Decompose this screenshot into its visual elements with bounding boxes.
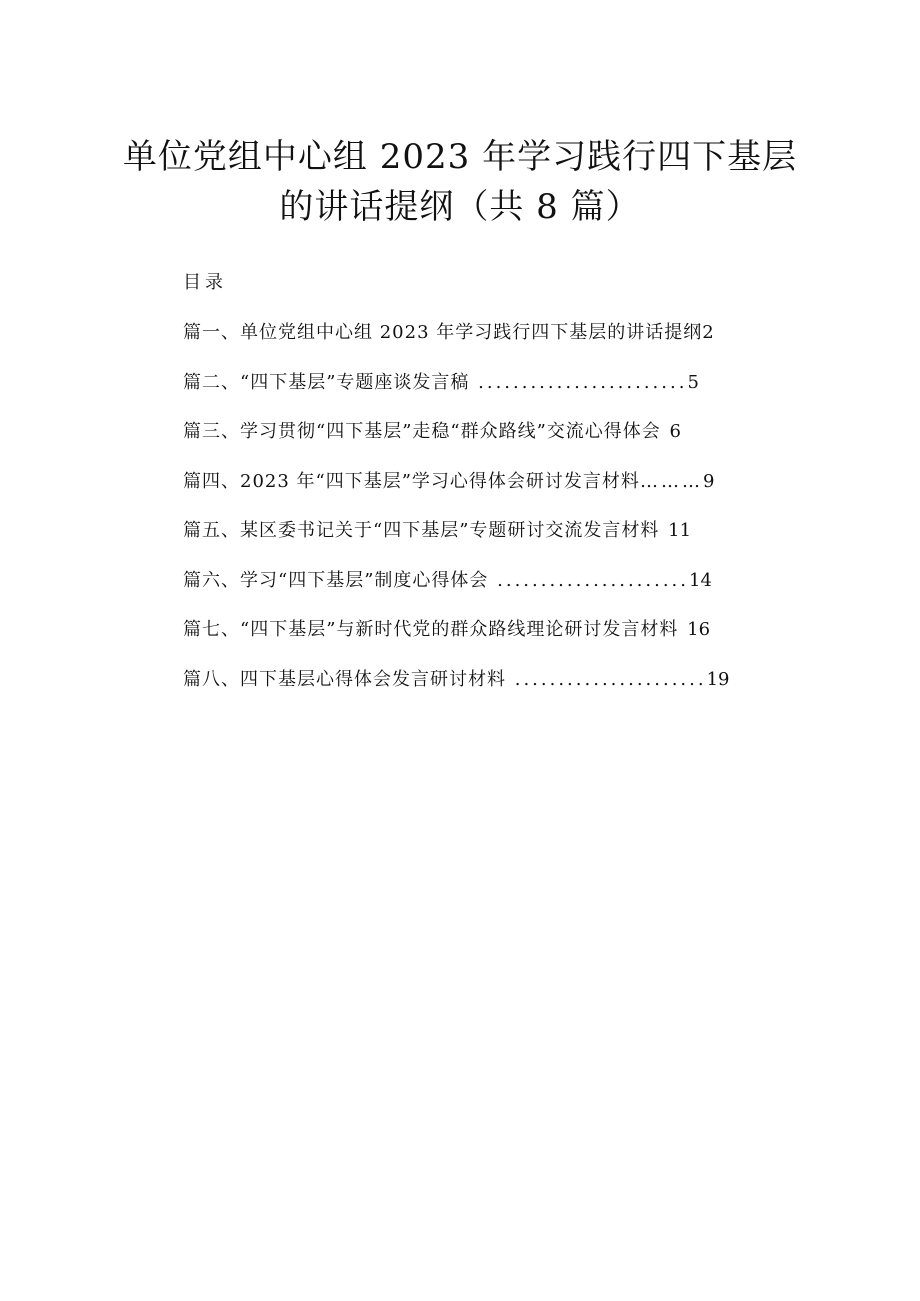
toc-entry-text: 篇七、“四下基层”与新时代党的群众路线理论研讨发言材料	[183, 619, 679, 640]
toc-heading: 目录	[183, 272, 227, 293]
toc-page-number: 16	[687, 619, 711, 640]
toc-page-number: 9	[702, 470, 715, 492]
toc-leader	[659, 520, 668, 541]
toc-item-6[interactable]	[183, 568, 783, 618]
toc-leader: ........................	[469, 371, 688, 393]
toc-page-number: 5	[687, 371, 699, 393]
toc-leader	[678, 619, 687, 640]
toc-leader: ......................	[506, 668, 707, 690]
toc-leader: ………	[639, 470, 703, 492]
document-title-line-2: 的讲话提纲（共 8 篇）	[279, 187, 641, 227]
table-of-contents	[183, 320, 783, 716]
toc-item-5[interactable]	[183, 518, 783, 568]
document-title-line-1: 单位党组中心组 2023 年学习践行四下基层	[122, 137, 798, 177]
toc-entry-text: 篇六、学习“四下基层”制度心得体会	[183, 569, 489, 591]
toc-entry-text: 篇二、“四下基层”专题座谈发言稿	[183, 371, 470, 393]
toc-leader	[661, 421, 670, 442]
toc-page-number: 2	[702, 322, 714, 343]
toc-entry-text: 篇五、某区委书记关于“四下基层”专题研讨交流发言材料	[183, 520, 660, 541]
toc-item-4[interactable]	[183, 469, 783, 519]
toc-item-8[interactable]	[183, 667, 783, 717]
toc-item-2[interactable]	[183, 370, 783, 420]
toc-page-number: 11	[668, 520, 692, 541]
toc-page-number: 6	[669, 421, 681, 442]
toc-item-7[interactable]	[183, 617, 783, 667]
toc-page-number: 14	[689, 569, 712, 591]
toc-entry-text: 篇三、学习贯彻“四下基层”走稳“群众路线”交流心得体会	[183, 421, 661, 442]
toc-entry-text: 篇八、四下基层心得体会发言研讨材料	[183, 668, 506, 690]
toc-entry-text: 篇四、2023 年“四下基层”学习心得体会研讨发言材料	[183, 470, 640, 492]
toc-leader: ......................	[488, 569, 690, 591]
toc-page-number: 19	[706, 668, 730, 690]
toc-item-3[interactable]	[183, 419, 783, 469]
toc-entry-text: 篇一、单位党组中心组 2023 年学习践行四下基层的讲话提纲	[183, 322, 703, 343]
toc-item-1[interactable]	[183, 320, 783, 370]
